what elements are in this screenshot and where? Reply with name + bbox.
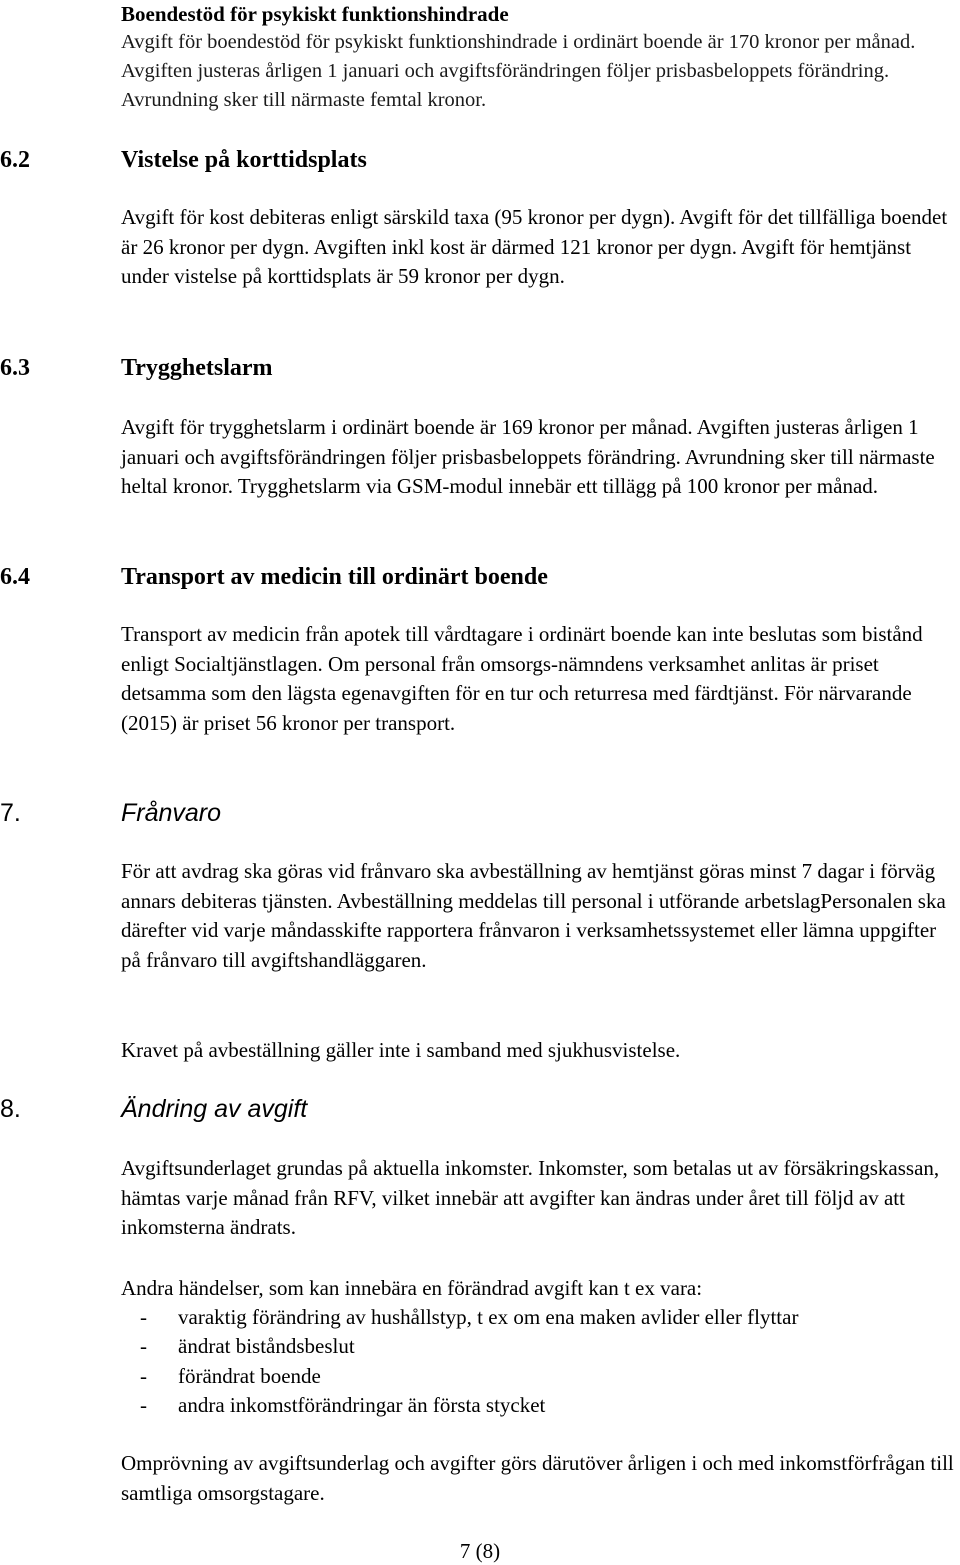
section-8-list-intro: Andra händelser, som kan innebära en förändrad avgift kan t ex vara: [121, 1276, 703, 1300]
boendestod-heading: Boendestöd för psykiskt funktionshindrade [121, 2, 509, 26]
list-item [121, 1303, 957, 1332]
section-6-2-title: Vistelse på korttidsplats [121, 147, 367, 173]
list-item-text: förändrat boende [178, 1363, 321, 1388]
section-6-4-paragraph: Transport av medicin från apotek till vårdtagare i ordinärt boende kan inte beslutas som bistånd enligt Socialtjänstlagen. Om personal från omsorgs-nämndens verksamhet anlitas är priset detsamma som den lägsta egenavgiften för en tur och returresa med färdtjänst. För närvarande (2015) är priset 56 kronor per transport. [121, 622, 923, 735]
section-6-3-title: Trygghetslarm [121, 355, 273, 381]
list-item-text: ändrat biståndsbeslut [178, 1334, 355, 1359]
change-events-list [121, 1303, 957, 1420]
list-dash: - [140, 1392, 147, 1417]
list-item [121, 1332, 957, 1361]
section-6-3-number: 6.3 [0, 355, 30, 381]
section-8-number: 8. [0, 1095, 21, 1123]
section-6-4-title: Transport av medicin till ordinärt boende [121, 564, 548, 590]
list-item [121, 1362, 957, 1391]
list-item-text: andra inkomstförändringar än första stycket [178, 1392, 546, 1417]
page-number: 7 (8) [459, 1539, 501, 1563]
section-7-note: Kravet på avbeställning gäller inte i samband med sjukhusvistelse. [121, 1038, 681, 1062]
section-6-3-paragraph: Avgift för trygghetslarm i ordinärt boende är 169 kronor per månad. Avgiften justeras årligen 1 januari och avgiftsförändringen följer prisbasbeloppets förändring. Avrundning sker till närmaste heltal kronor. Trygghetslarm via GSM-modul innebär ett tillägg på 100 kronor per månad. [121, 415, 935, 498]
list-item [121, 1391, 957, 1420]
section-7-paragraph: För att avdrag ska göras vid frånvaro ska avbeställning av hemtjänst göras minst 7 dagar i förväg annars debiteras tjänsten. Avbeställning meddelas till personal i utförande arbetslagPersonalen ska därefter vid varje måndasskifte rapportera frånvaron i verksamhetssystemet eller lämna uppgifter på frånvaro till avgiftshandläggaren. [121, 859, 946, 972]
section-8-closing-paragraph: Omprövning av avgiftsunderlag och avgifter görs därutöver årligen i och med inkomstförfrågan till samtliga omsorgstagare. [121, 1451, 954, 1505]
list-dash: - [140, 1305, 147, 1329]
section-8-paragraph: Avgiftsunderlaget grundas på aktuella inkomster. Inkomster, som betalas ut av försäkringskassan, hämtas varje månad från RFV, vilket innebär att avgifter kan ändras under året till följd av att inkomsterna ändrats. [121, 1156, 940, 1239]
section-6-2-number: 6.2 [0, 147, 30, 173]
list-item-text: varaktig förändring av hushållstyp, t ex om ena maken avlider eller flyttar [178, 1305, 799, 1329]
section-6-2-paragraph: Avgift för kost debiteras enligt särskild taxa (95 kronor per dygn). Avgift för det tillfälliga boendet är 26 kronor per dygn. Avgiften inkl kost är därmed 121 kronor per dygn. Avgift för hemtjänst under vistelse på korttidsplats är 59 kronor per dygn. [121, 205, 948, 288]
list-dash: - [140, 1334, 147, 1359]
section-7-number: 7. [0, 799, 21, 827]
list-dash: - [140, 1363, 147, 1388]
section-7-title: Frånvaro [121, 799, 222, 827]
boendestod-paragraph: Avgift för boendestöd för psykiskt funktionshindrade i ordinärt boende är 170 kronor per månad. Avgiften justeras årligen 1 januari och avgiftsförändringen följer prisbasbeloppets förändring. Avrundning sker till närmaste femtal kronor. [121, 31, 916, 111]
section-6-4-number: 6.4 [0, 564, 30, 590]
section-8-title: Ändring av avgift [121, 1095, 308, 1123]
